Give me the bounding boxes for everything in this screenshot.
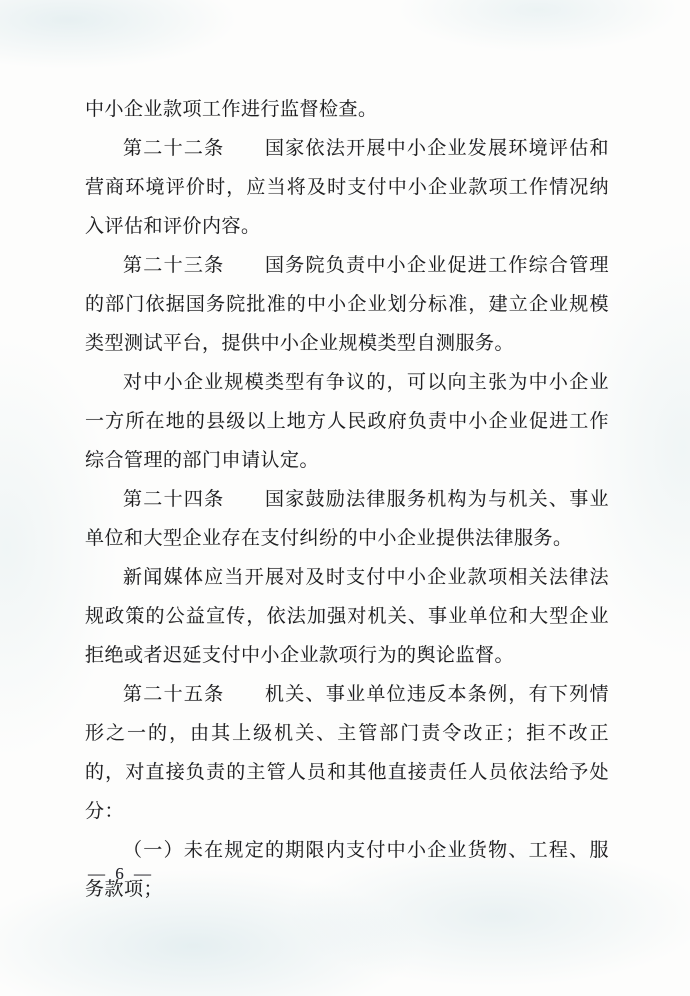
paragraph-article-25-item-1: （一）未在规定的期限内支付中小企业货物、工程、服务款项； — [85, 840, 609, 900]
page-number: — 6 — — [88, 864, 154, 883]
paragraph-article-22: 第二十二条 国家依法开展中小企业发展环境评估和营商环境评价时，应当将及时支付中小企业款项工作情况纳入评估和评价内容。 — [85, 138, 609, 237]
paragraph-article-23-clause-2: 对中小企业规模类型有争议的，可以向主张为中小企业一方所在地的县级以上地方人民政府负责中小企业促进工作综合管理的部门申请认定。 — [85, 372, 609, 471]
document-body — [85, 90, 609, 909]
paragraph-continuation: 中小企业款项工作进行监督检查。 — [85, 99, 378, 120]
paragraph-article-24-clause-2: 新闻媒体应当开展对及时支付中小企业款项相关法律法规政策的公益宣传，依法加强对机关、事业单位和大型企业拒绝或者迟延支付中小企业款项行为的舆论监督。 — [85, 567, 609, 666]
paragraph-article-25: 第二十五条 机关、事业单位违反本条例，有下列情形之一的，由其上级机关、主管部门责令改正；拒不改正的，对直接负责的主管人员和其他直接责任人员依法给予处分： — [85, 684, 609, 822]
paragraph-article-23: 第二十三条 国务院负责中小企业促进工作综合管理的部门依据国务院批准的中小企业划分标准，建立企业规模类型测试平台，提供中小企业规模类型自测服务。 — [85, 255, 609, 354]
paragraph-article-24: 第二十四条 国家鼓励法律服务机构为与机关、事业单位和大型企业存在支付纠纷的中小企业提供法律服务。 — [85, 489, 609, 549]
